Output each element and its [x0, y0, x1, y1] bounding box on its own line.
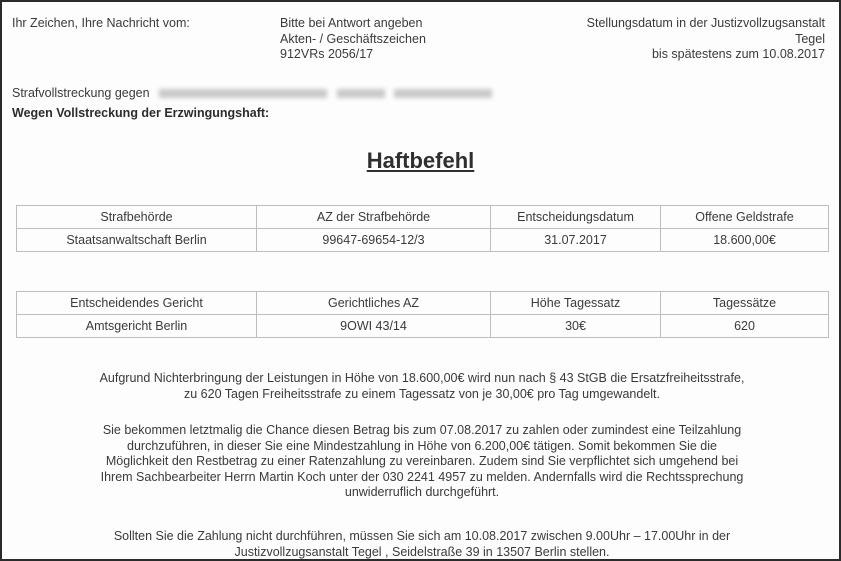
paragraph-line: zu 620 Tagen Freiheitsstrafe zu einem Tagessatz von je 30,00€ pro Tag umgewandelt. [184, 386, 660, 401]
table-cell: 9OWI 43/14 [257, 315, 491, 338]
table-header-cell: AZ der Strafbehörde [257, 206, 491, 229]
header-reference-line: Bitte bei Antwort angeben [280, 16, 423, 30]
header-deadline-line: bis spätestens zum 10.08.2017 [651, 47, 825, 61]
table-cell: 99647-69654-12/3 [257, 229, 491, 252]
header-reference-line: Akten- / Geschäftszeichen [280, 31, 426, 46]
table-cell: 30€ [491, 315, 661, 338]
header-deadline-line: Tegel [795, 31, 825, 46]
table-header-cell: Offene Geldstrafe [661, 206, 829, 229]
table-cell: 620 [661, 315, 829, 338]
court-table [16, 291, 829, 338]
table-row [17, 315, 829, 338]
enforcement-label: Strafvollstreckung gegen [12, 86, 150, 100]
paragraph-line: durchzuführen, in dieser Sie eine Mindestzahlung in Höhe von 6.200,00€ tätigen. Somit bekommen Sie die [127, 438, 717, 453]
table-cell: 31.07.2017 [491, 229, 661, 252]
table-header-cell: Entscheidendes Gericht [17, 292, 257, 315]
paragraph-line: Möglichkeit den Restbetrag zu einer Ratenzahlung zu vereinbaren. Zudem sind Sie verpflichtet sich umgehend bei [105, 454, 739, 468]
paragraph-line: Aufgrund Nichterbringung der Leistungen in Höhe von 18.600,00€ wird nun nach § 43 StGB die Ersatzfreiheitsstrafe, [99, 371, 745, 385]
case-number: 912VRs 2056/17 [280, 47, 374, 61]
paragraph-line: Sie bekommen letztmalig die Chance diesen Betrag bis zum 07.08.2017 zu zahlen oder zumindest eine Teilzahlung [102, 423, 742, 437]
paragraph-conversion [16, 371, 828, 402]
paragraph-surrender [16, 529, 828, 560]
table-header-cell: Strafbehörde [17, 206, 257, 229]
table-header-cell: Höhe Tagessatz [491, 292, 661, 315]
table-header-cell: Tagessätze [661, 292, 829, 315]
redacted-name [159, 89, 327, 98]
table-header-cell: Gerichtliches AZ [257, 292, 491, 315]
header-deadline [587, 16, 825, 63]
header-deadline-line: Stellungsdatum in der Justizvollzugsanstalt [586, 16, 825, 30]
paragraph-line: Sollten Sie die Zahlung nicht durchführen, müssen Sie sich am 10.08.2017 zwischen 9.00Uhr – 17.00Uhr in der [113, 529, 731, 543]
paragraph-line: Ihrem Sachbearbeiter Herrn Martin Koch unter der 030 2241 4957 zu melden. Andernfalls wird die Rechtssprechung [100, 469, 744, 484]
subject-line: Wegen Vollstreckung der Erzwingungshaft: [12, 106, 270, 120]
header-reference-label: Ihr Zeichen, Ihre Nachricht vom: [12, 16, 190, 30]
paragraph-line: Justizvollzugsanstalt Tegel , Seidelstraße 39 in 13507 Berlin stellen. [234, 544, 610, 559]
table-header-row [17, 206, 829, 229]
document-title: Haftbefehl [366, 148, 475, 173]
paragraph-payment-notice [16, 423, 828, 501]
redacted-address [337, 89, 385, 98]
table-header-row [17, 292, 829, 315]
table-cell: Staatsanwaltschaft Berlin [17, 229, 257, 252]
redacted-city [394, 89, 492, 98]
table-header-cell: Entscheidungsdatum [491, 206, 661, 229]
enforcement-line [12, 86, 492, 100]
header-case-reference [280, 16, 426, 63]
table-cell: Amtsgericht Berlin [17, 315, 257, 338]
penalty-table [16, 205, 829, 252]
table-cell: 18.600,00€ [661, 229, 829, 252]
paragraph-line: unwiderruflich durchgeführt. [344, 485, 500, 499]
table-row [17, 229, 829, 252]
